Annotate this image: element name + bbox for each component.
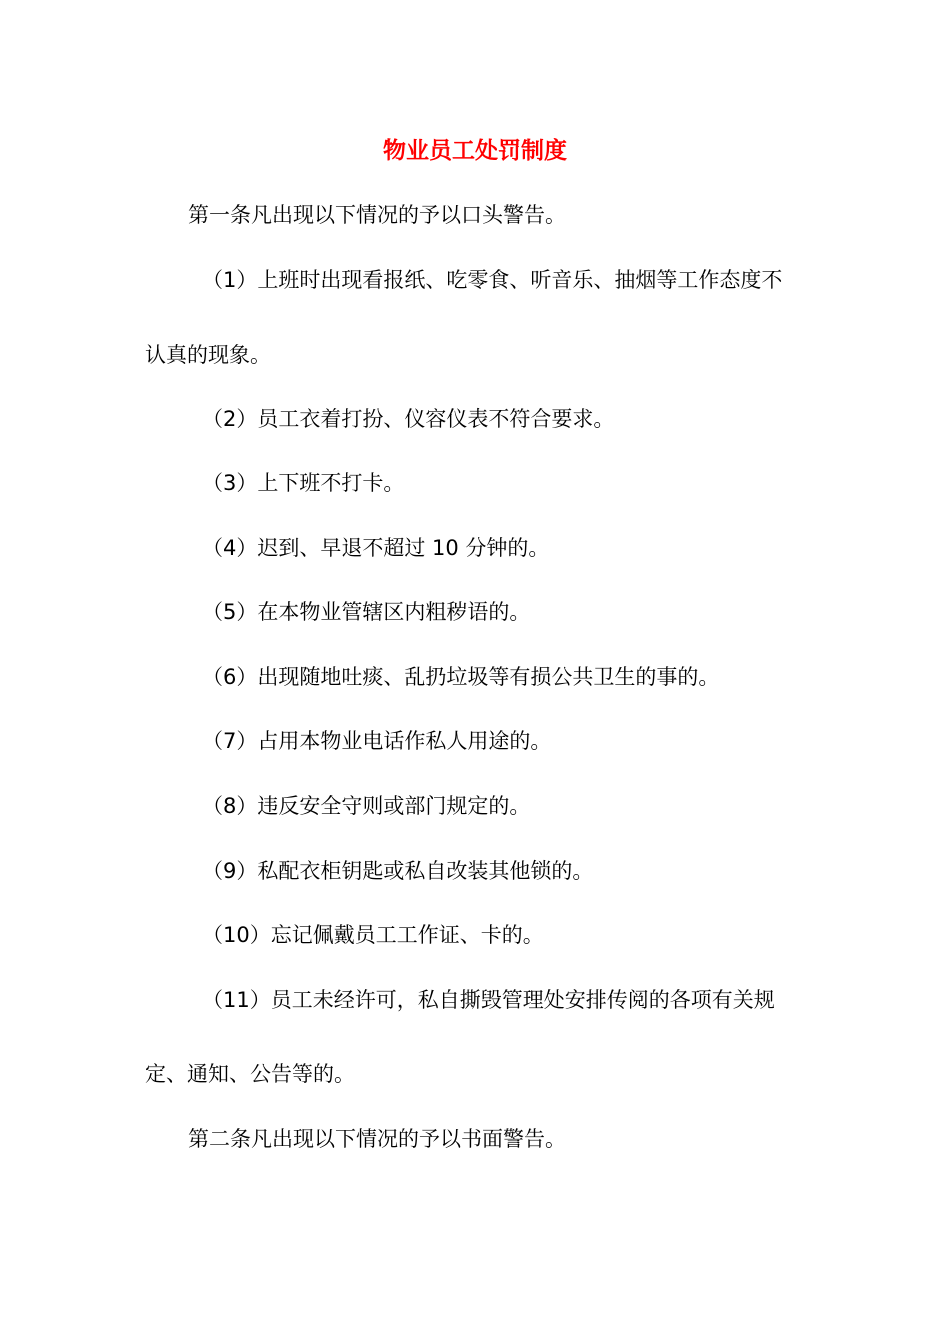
article-1: 第一条凡出现以下情况的予以口头警告。 xyxy=(188,203,566,227)
list-item-4: （4）迟到、早退不超过 10 分钟的。 xyxy=(202,536,550,560)
article-2: 第二条凡出现以下情况的予以书面警告。 xyxy=(188,1127,566,1151)
list-item-8: （8）违反安全守则或部门规定的。 xyxy=(202,794,531,818)
list-item-9: （9）私配衣柜钥匙或私自改装其他锁的。 xyxy=(202,859,594,883)
document-title: 物业员工处罚制度 xyxy=(383,138,567,164)
list-item-1-continuation: 认真的现象。 xyxy=(145,343,271,367)
list-item-7: （7）占用本物业电话作私人用途的。 xyxy=(202,729,552,753)
list-item-11-continuation: 定、通知、公告等的。 xyxy=(145,1062,355,1086)
list-item-10: （10）忘记佩戴员工工作证、卡的。 xyxy=(202,923,544,947)
list-item-2: （2）员工衣着打扮、仪容仪表不符合要求。 xyxy=(202,407,615,431)
list-item-1: （1）上班时出现看报纸、吃零食、听音乐、抽烟等工作态度不 xyxy=(202,268,783,292)
list-item-6: （6）出现随地吐痰、乱扔垃圾等有损公共卫生的事的。 xyxy=(202,665,720,689)
list-item-5: （5）在本物业管辖区内粗秽语的。 xyxy=(202,600,531,624)
list-item-11: （11）员工未经许可，私自撕毁管理处安排传阅的各项有关规 xyxy=(202,988,775,1012)
list-item-3: （3）上下班不打卡。 xyxy=(202,471,405,495)
